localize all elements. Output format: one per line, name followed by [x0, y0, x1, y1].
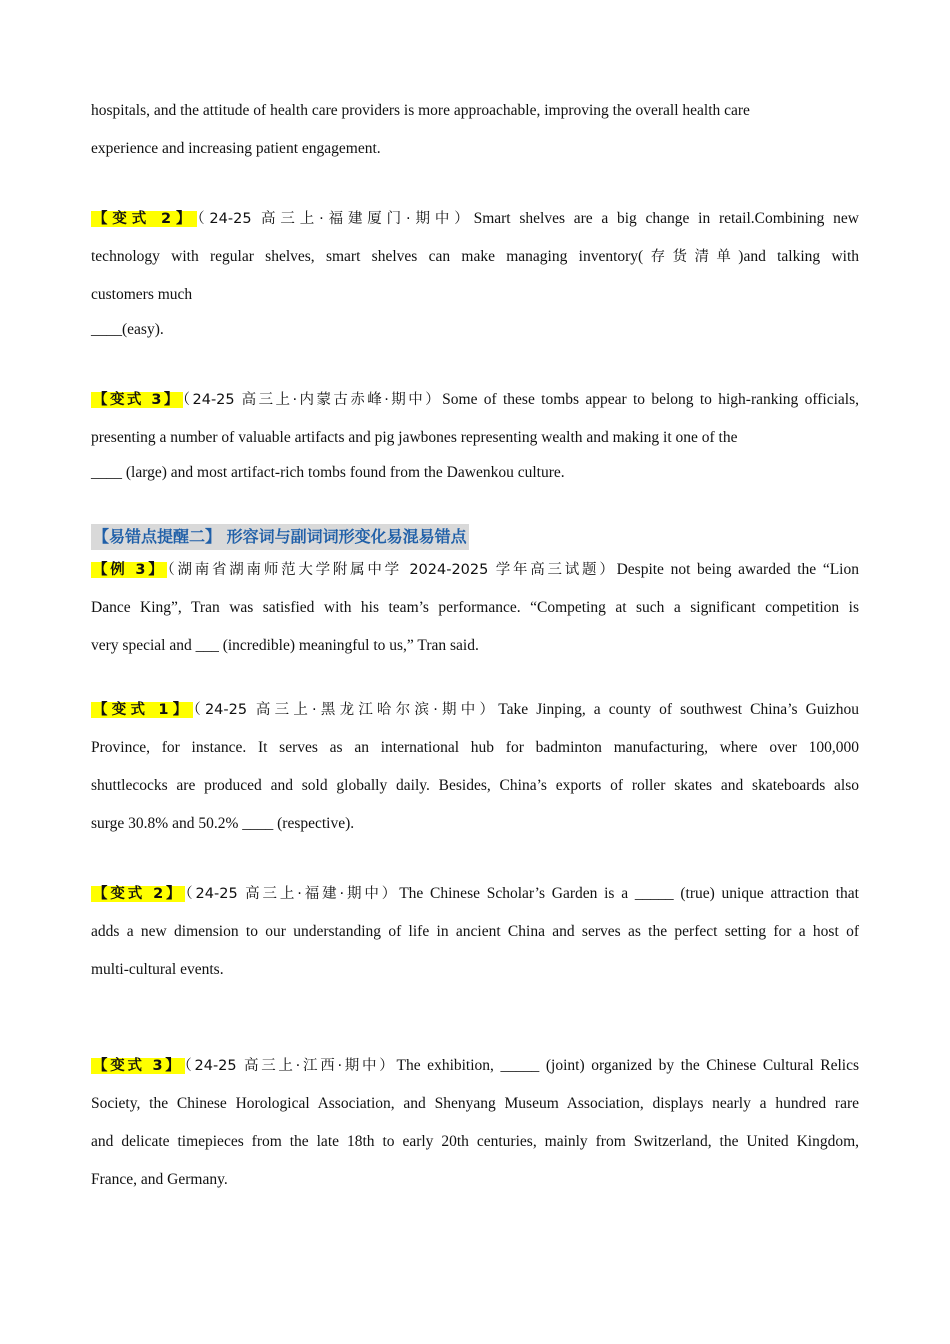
variant-3-tombs: [91, 381, 859, 489]
variant-2-scholars-garden: [91, 875, 859, 989]
text-line: shuttlecocks are produced and sold globally daily. Besides, China’s exports of roller skates and skateboards also: [91, 777, 859, 794]
variant-tag: 【变式 3】: [93, 392, 181, 408]
text-line: [91, 1047, 859, 1085]
variant-tag: 【变式 2】: [93, 886, 184, 902]
source-label: （24-25 高三上·江西·期中）: [184, 1058, 397, 1074]
text-line: Province, for instance. It serves as an international hub for badminton manufacturing, where over 100,000: [91, 739, 859, 756]
variant-2-smart-shelves: [91, 200, 859, 346]
source-label: （24-25 高三上·福建·期中）: [185, 886, 400, 902]
paragraph-continued: [91, 92, 859, 168]
text-line: [91, 691, 859, 729]
source-label: （24-25 高三上·内蒙古赤峰·期中）: [182, 392, 443, 408]
text-line: Society, the Chinese Horological Association, and Shenyang Museum Association, displays nearly a hundred rare: [91, 1095, 859, 1112]
source-label: （湖南省湖南师范大学附属中学 2024-2025 学年高三试题）: [167, 562, 617, 578]
chinese-gloss: 存货清单: [643, 249, 739, 265]
text-line: experience and increasing patient engagement.: [91, 140, 381, 157]
variant-3-exhibition: [91, 1047, 859, 1199]
example-3-lion-dance: [91, 551, 859, 665]
question-text: The Chinese Scholar’s Garden is a _____ (true) unique attraction that: [399, 885, 859, 902]
question-text: Smart shelves are a big change in retail.Combining new: [473, 210, 859, 227]
variant-1-jinping: [91, 691, 859, 843]
text-line: ____ (large) and most artifact-rich tombs found from the Dawenkou culture.: [91, 464, 565, 481]
text-line: [91, 238, 859, 276]
question-text: The exhibition, _____ (joint) organized by the Chinese Cultural Relics: [396, 1057, 859, 1074]
text-line: multi-cultural events.: [91, 961, 224, 978]
text-line: and delicate timepieces from the late 18th to early 20th centuries, mainly from Switzerland, the United Kingdom,: [91, 1133, 859, 1150]
variant-tag: 【变式 1】: [93, 702, 192, 718]
text-line: [91, 551, 859, 589]
text-line: customers much: [91, 286, 193, 303]
text-line: Dance King”, Tran was satisfied with his team’s performance. “Competing at such a significant competition is: [91, 599, 859, 616]
text-line: [91, 381, 859, 419]
text-line: [91, 875, 859, 913]
question-text: technology with regular shelves, smart shelves can make managing inventory(: [91, 248, 644, 265]
text-line: surge 30.8% and 50.2% ____ (respective).: [91, 815, 355, 832]
variant-tag: 【变式 3】: [93, 1058, 183, 1074]
text-line: ____(easy).: [91, 321, 164, 338]
text-line: adds a new dimension to our understanding of life in ancient China and serves as the perfect setting for a host of: [91, 923, 859, 940]
text-line: presenting a number of valuable artifacts and pig jawbones representing wealth and making it one of the: [91, 429, 738, 446]
question-text: Despite not being awarded the “Lion: [616, 561, 859, 578]
question-text: )and talking with: [738, 248, 859, 265]
variant-tag: 【变式 2】: [93, 211, 196, 227]
text-line: France, and Germany.: [91, 1171, 228, 1188]
source-label: （24-25 高三上·福建厦门·期中）: [197, 211, 474, 227]
section-heading: 【易错点提醒二】 形容词与副词词形变化易混易错点: [91, 524, 469, 550]
text-line: hospitals, and the attitude of health care providers is more approachable, improving the overall health care: [91, 102, 750, 119]
question-text: Some of these tombs appear to belong to high-ranking officials,: [442, 391, 859, 408]
question-text: Take Jinping, a county of southwest China’s Guizhou: [498, 701, 860, 718]
source-label: （24-25 高三上·黑龙江哈尔滨·期中）: [193, 702, 499, 718]
text-line: very special and ___ (incredible) meaningful to us,” Tran said.: [91, 637, 479, 654]
text-line: [91, 200, 859, 238]
example-tag: 【例 3】: [93, 562, 166, 578]
